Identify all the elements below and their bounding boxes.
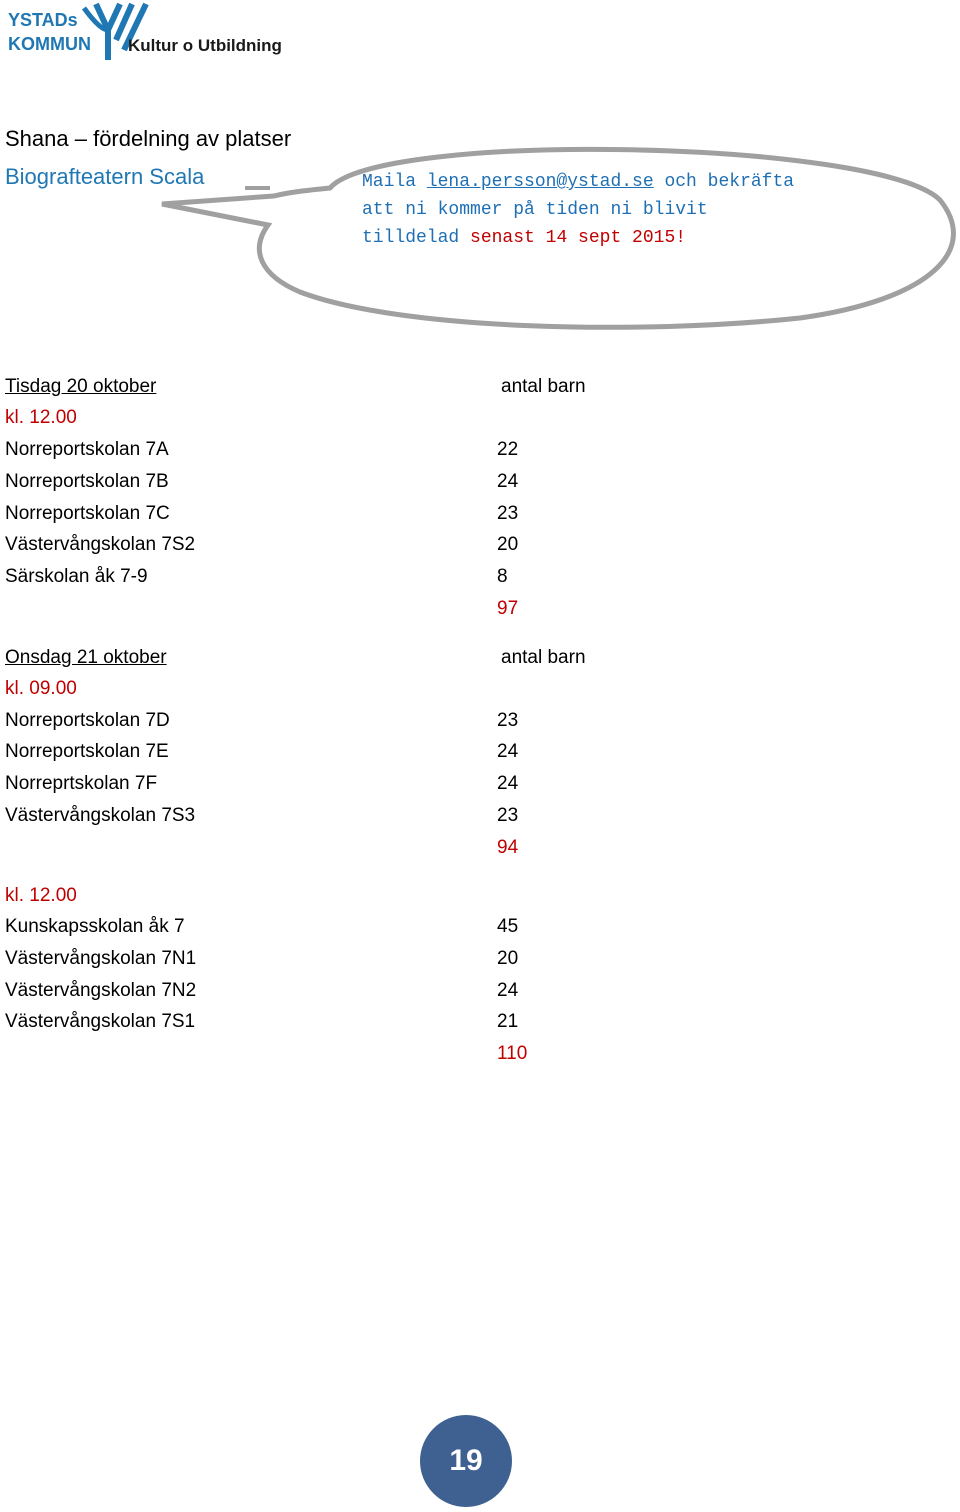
school-name: Västervångskolan 7S1 xyxy=(5,1011,196,1032)
page-number: 19 xyxy=(449,1444,483,1477)
school-name: Norreportskolan 7A xyxy=(5,439,169,460)
logo-text-kommun: KOMMUN xyxy=(8,34,91,54)
callout-text xyxy=(362,168,902,252)
section-time: kl. 12.00 xyxy=(5,407,77,428)
column-header: antal barn xyxy=(501,376,586,397)
section-time: kl. 12.00 xyxy=(5,885,77,906)
callout-deadline: senast 14 sept 2015! xyxy=(470,228,687,248)
section-time: kl. 09.00 xyxy=(5,678,77,699)
school-name: Norreportskolan 7D xyxy=(5,710,170,731)
school-name: Kunskapsskolan åk 7 xyxy=(5,916,185,937)
section-total: 110 xyxy=(497,1043,528,1064)
child-count: 24 xyxy=(497,773,519,794)
callout-email-link[interactable]: lena.persson@ystad.se xyxy=(426,172,654,192)
child-count: 23 xyxy=(497,503,519,524)
school-name: Västervångskolan 7N2 xyxy=(5,980,197,1001)
child-count: 24 xyxy=(497,980,519,1001)
school-name: Västervångskolan 7S3 xyxy=(5,805,196,826)
column-header: antal barn xyxy=(501,647,586,668)
section-day-heading: Onsdag 21 oktober xyxy=(5,647,167,668)
school-name: Västervångskolan 7S2 xyxy=(5,534,196,555)
school-name: Norreportskolan 7C xyxy=(5,503,170,524)
child-count: 22 xyxy=(497,439,519,460)
child-count: 45 xyxy=(497,916,519,937)
section-total: 97 xyxy=(497,598,519,619)
child-count: 24 xyxy=(497,741,519,762)
logo-text-ystads: YSTADs xyxy=(8,10,78,30)
logo-department: Kultur o Utbildning xyxy=(128,36,282,55)
venue-name: Biografteatern Scala xyxy=(5,164,205,189)
child-count: 20 xyxy=(497,948,519,969)
child-count: 8 xyxy=(497,566,508,587)
child-count: 23 xyxy=(497,710,519,731)
school-name: Västervångskolan 7N1 xyxy=(5,948,197,969)
page-title: Shana – fördelning av platser xyxy=(5,126,292,151)
callout-line1-rest: och bekräfta xyxy=(653,172,795,192)
callout-prefix: Maila xyxy=(362,172,427,192)
child-count: 23 xyxy=(497,805,519,826)
school-name: Norreportskolan 7B xyxy=(5,471,169,492)
child-count: 24 xyxy=(497,471,519,492)
school-name: Norreprtskolan 7F xyxy=(5,773,158,794)
callout-line3-start: tilldelad xyxy=(362,228,471,248)
section-day-heading: Tisdag 20 oktober xyxy=(5,376,157,397)
school-name: Särskolan åk 7-9 xyxy=(5,566,148,587)
child-count: 21 xyxy=(497,1011,519,1032)
callout-line2: att ni kommer på tiden ni blivit xyxy=(362,200,708,220)
section-total: 94 xyxy=(497,837,519,858)
page-number-badge xyxy=(420,1415,512,1507)
school-name: Norreportskolan 7E xyxy=(5,741,169,762)
child-count: 20 xyxy=(497,534,519,555)
